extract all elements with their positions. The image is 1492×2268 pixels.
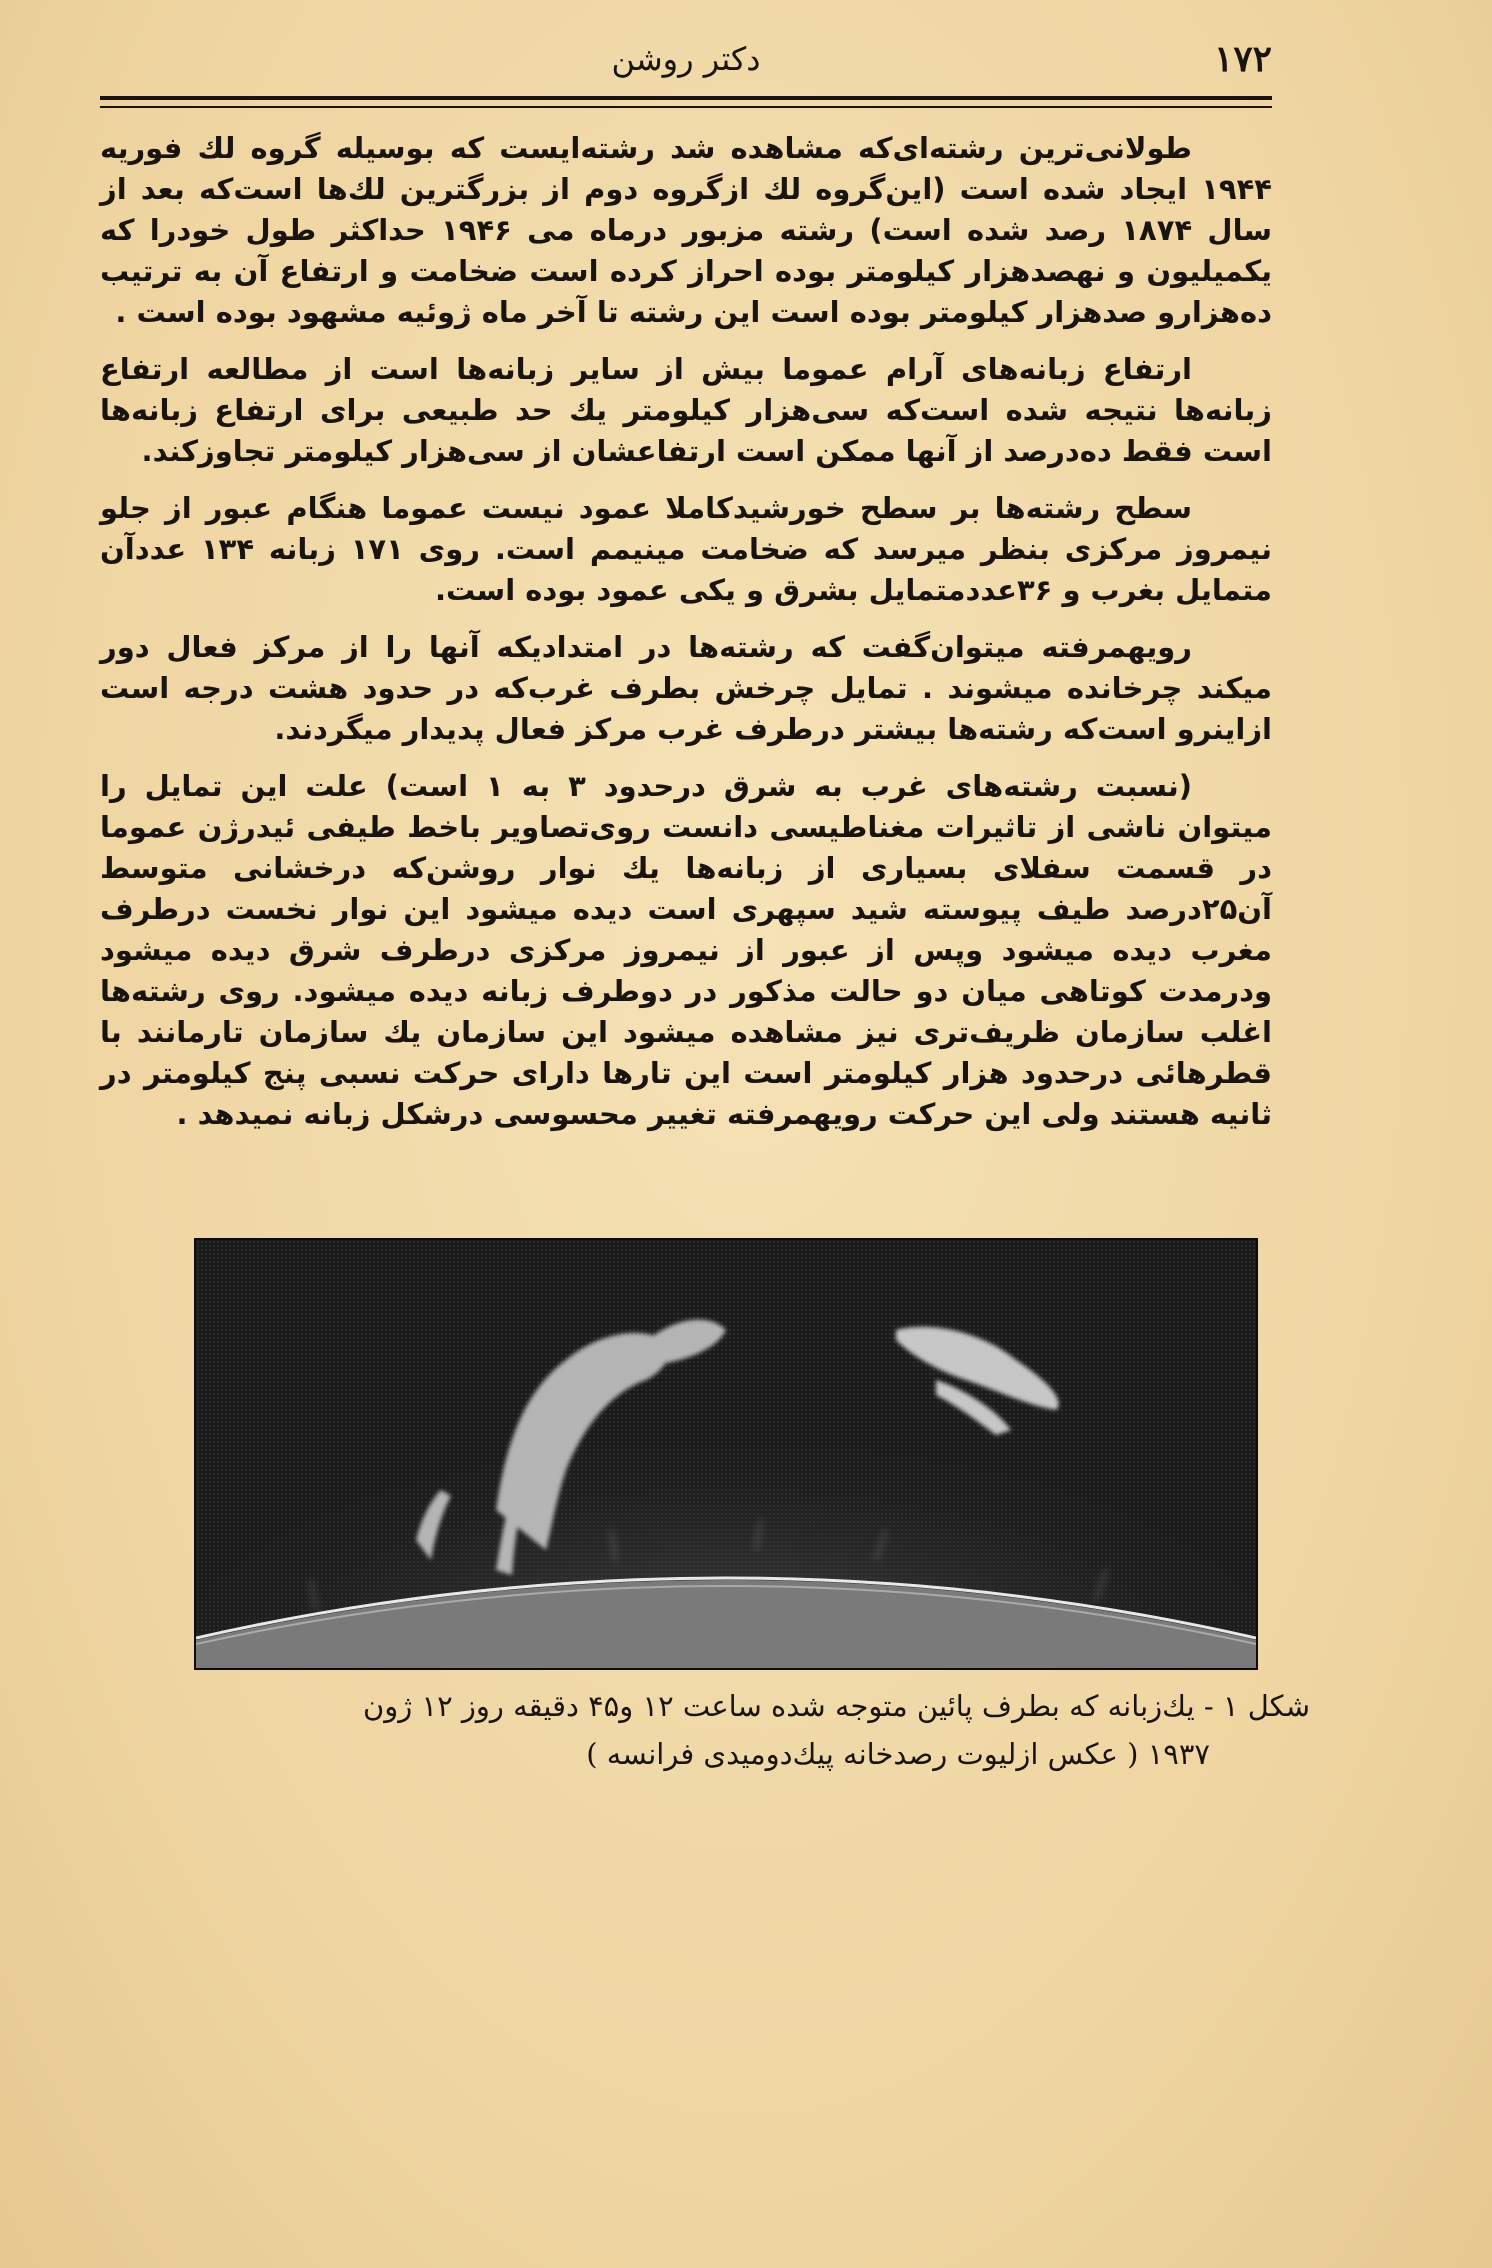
caption-line-2: ۱۹۳۷ ( عکس ازلیوت رصدخانه پیك‌دومیدی فرانسه ) (586, 1737, 1210, 1771)
page-header (100, 38, 1272, 94)
paragraph-2: ارتفاع زبانه‌های آرام عموما بیش از سایر زبانه‌ها است از مطالعه ارتفاع زبانه‌ها نتیجه شده است‌که سی‌هزار کیلومتر یك حد طبیعی برای ارتفاع زبانه‌ها است فقط ده‌درصد از آنها ممکن است ارتفاعشان از سی‌هزار کیلومتر تجاوزکند. (100, 352, 1272, 468)
page-number: ۱۷۲ (1213, 38, 1272, 80)
header-rule-thick (100, 96, 1272, 100)
paragraph-5: (نسبت رشته‌های غرب به شرق درحدود ۳ به ۱ است) علت این تمایل را میتوان ناشی از تاثیرات مغناطیسی دانست روی‌تصاویر باخط طیفی ئیدرژن عموما در قسمت سفلای بسیاری از زبانه‌ها یك نوار روشن‌که درخشانی متوسط آن۲۵درصد طیف پیوسته شید سپهری است دیده میشود این نوار نخست درطرف مغرب دیده میشود وپس از عبور از نیمروز مرکزی درطرف شرق دیده میشود ودرمدت کوتاهی میان دو حالت مذکور در دوطرف زبانه دیده میشود. روی رشته‌ها اغلب سازمان ظریف‌تری نیز مشاهده میشود این سازمان یك سازمان تارمانند با قطرهائی درحدود هزار کیلومتر است این تارها دارای حرکت نسبی پنج کیلومتر در ثانیه هستند ولی این حرکت رویهمرفته تغییر محسوسی درشکل زبانه نمیدهد . (100, 769, 1272, 1131)
caption-line-1: شکل ۱ - یك‌زبانه که بطرف پائین متوجه شده ساعت ۱۲ و۴۵ دقیقه روز ۱۲ ژون (363, 1689, 1310, 1723)
paragraph-3: سطح رشته‌ها بر سطح خورشیدکاملا عمود نیست عموما هنگام عبور از جلو نیمروز مرکزی بنظر میرسد که ضخامت مینیمم است. روی ۱۷۱ زبانه ۱۳۴ عددآن متمایل بغرب و ۳۶عددمتمایل بشرق و یکی عمود بوده است. (100, 491, 1272, 607)
running-title: دکتر روشن (611, 40, 761, 78)
solar-prominence-photo (194, 1238, 1258, 1670)
paragraph-1: طولانی‌ترین رشته‌ای‌که مشاهده شد رشته‌ایست که بوسیله گروه لك فوریه ۱۹۴۴ ایجاد شده است (این‌گروه لك ازگروه دوم از بزرگترین لك‌ها است‌که بعد از سال ۱۸۷۴ رصد شده است) رشته مزبور درماه می ۱۹۴۶ حداکثر طول خودرا که یکمیلیون و نهصدهزار کیلومتر بوده احراز کرده است ضخامت و ارتفاع آن به ترتیب ده‌هزارو صدهزار کیلومتر بوده است این رشته تا آخر ماه ژوئیه مشهود بوده است . (100, 131, 1272, 329)
header-rule-thin (100, 106, 1272, 108)
paragraph-4: رویهمرفته میتوان‌گفت که رشته‌ها در امتدادیکه آنها را از مرکز فعال دور میکند چرخانده میشوند . تمایل چرخش بطرف غرب‌که در حدود هشت درجه است ازاینرو است‌که رشته‌ها بیشتر درطرف غرب مرکز فعال پدیدار میگردند. (100, 630, 1272, 746)
figure-caption (140, 1682, 1310, 1778)
body-text (100, 128, 1272, 1151)
